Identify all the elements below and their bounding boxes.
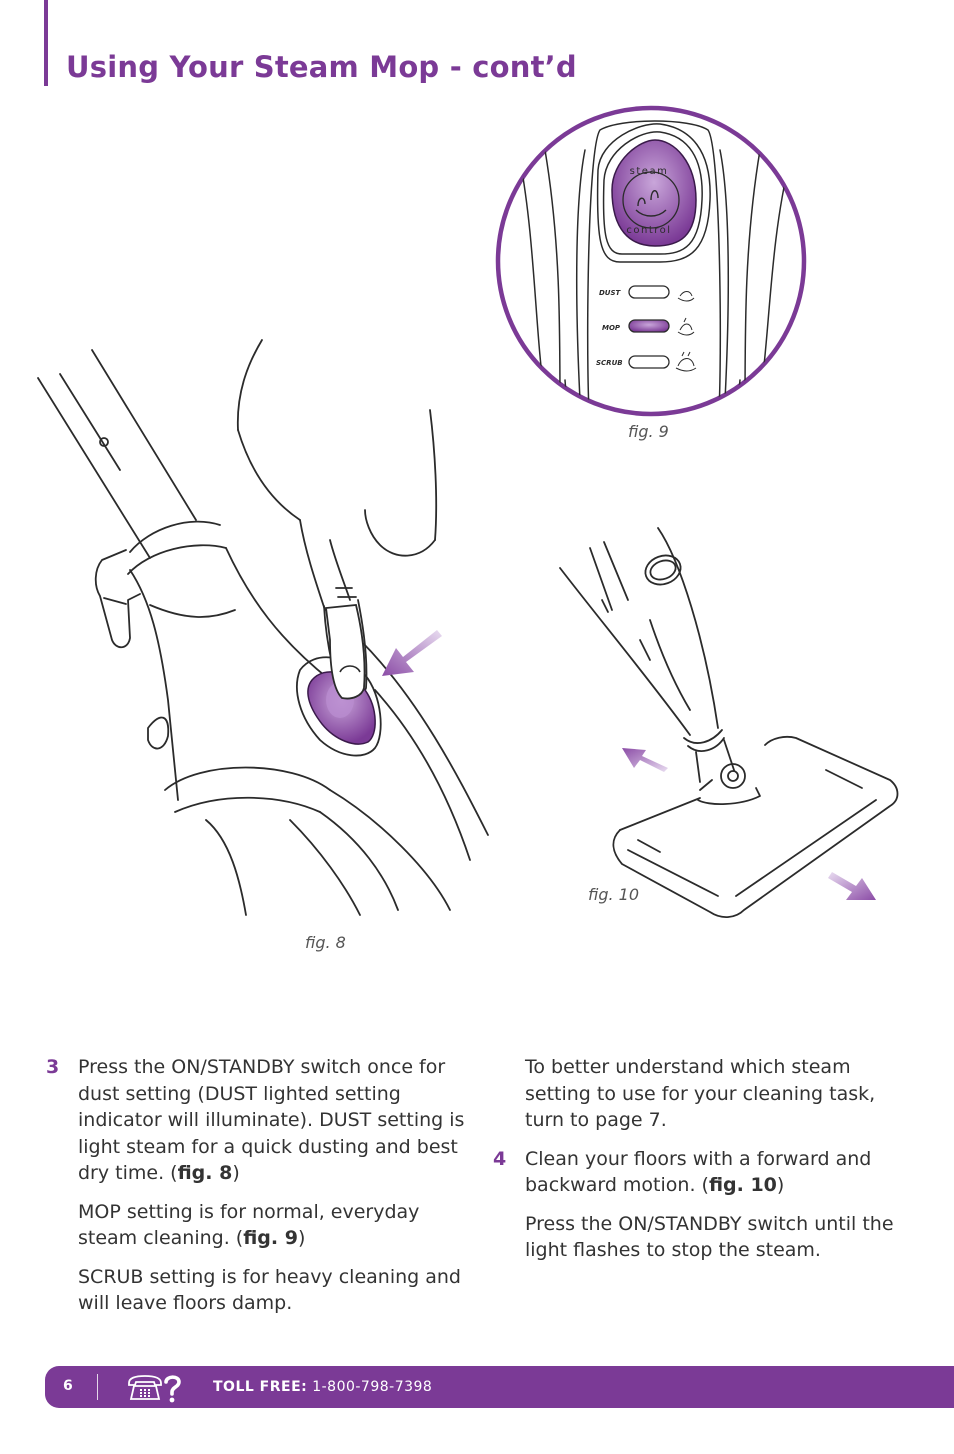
toll-free-number: TOLL FREE: 1-800-798-7398 — [213, 1379, 433, 1395]
scrub-term: SCRUB — [78, 1265, 144, 1288]
fig10-illustration — [560, 528, 898, 917]
setting-label-dust: DUST — [599, 289, 621, 297]
fig8-press-arrow — [382, 630, 442, 676]
page-number: 6 — [63, 1378, 73, 1394]
mop-term: MOP — [78, 1200, 121, 1223]
fig10-reference: fig. 10 — [708, 1174, 777, 1196]
setting-label-scrub: SCRUB — [596, 359, 623, 367]
footer-divider — [97, 1374, 98, 1400]
fig9-illustration — [498, 108, 804, 420]
instructions-left-column — [46, 1054, 476, 1329]
fig9-reference: fig. 9 — [243, 1227, 298, 1249]
on-standby-term: ON/STANDBY — [618, 1212, 742, 1235]
scrub-indicator — [629, 356, 669, 368]
fig10-backward-arrow — [622, 748, 668, 772]
fig8-caption: fig. 8 — [305, 933, 346, 952]
stop-steam-paragraph: Press the ON/STANDBY switch until the light flashes to stop the steam. — [525, 1212, 894, 1261]
mop-setting-paragraph: MOP setting is for normal, everyday steam cleaning. (fig. 9) — [78, 1200, 420, 1249]
steam-label: steam — [629, 166, 669, 177]
step-4-paragraph: 4 Clean your floors with a forward and backward motion. (fig. 10) — [493, 1147, 872, 1196]
mop-indicator — [629, 320, 669, 332]
fig8-reference: fig. 8 — [177, 1162, 233, 1184]
dust-indicator — [629, 286, 669, 298]
fig8-steam-button — [308, 605, 375, 744]
dust-term: DUST — [204, 1082, 258, 1105]
fig8-illustration — [38, 340, 488, 915]
step-3-number: 3 — [46, 1056, 60, 1078]
dust-term: DUST — [319, 1109, 372, 1131]
phone-question-icon — [125, 1373, 183, 1403]
fig9-caption: fig. 9 — [628, 422, 669, 441]
on-standby-term: ON/STANDBY — [171, 1056, 295, 1078]
page-7-note: To better understand which steam setting to use for your cleaning task, turn to page 7. — [525, 1056, 876, 1131]
scrub-setting-paragraph: SCRUB setting is for heavy cleaning and will leave floors damp. — [78, 1265, 461, 1314]
fig10-caption: fig. 10 — [588, 885, 640, 904]
step-4-number: 4 — [493, 1147, 507, 1170]
instructions-right-column — [493, 1054, 903, 1276]
control-label: control — [626, 225, 672, 236]
footer-bar — [45, 1366, 954, 1408]
step-3-paragraph: 3 Press the ON/STANDBY switch once for dust setting (DUST lighted setting indicator will illuminate). DUST setting is light steam for a quick dusting and best dry time. (fig. 8) — [46, 1056, 465, 1184]
setting-label-mop: MOP — [602, 324, 621, 332]
fig10-forward-arrow — [828, 872, 876, 900]
page-title: Using Your Steam Mop - cont’d — [66, 50, 577, 84]
